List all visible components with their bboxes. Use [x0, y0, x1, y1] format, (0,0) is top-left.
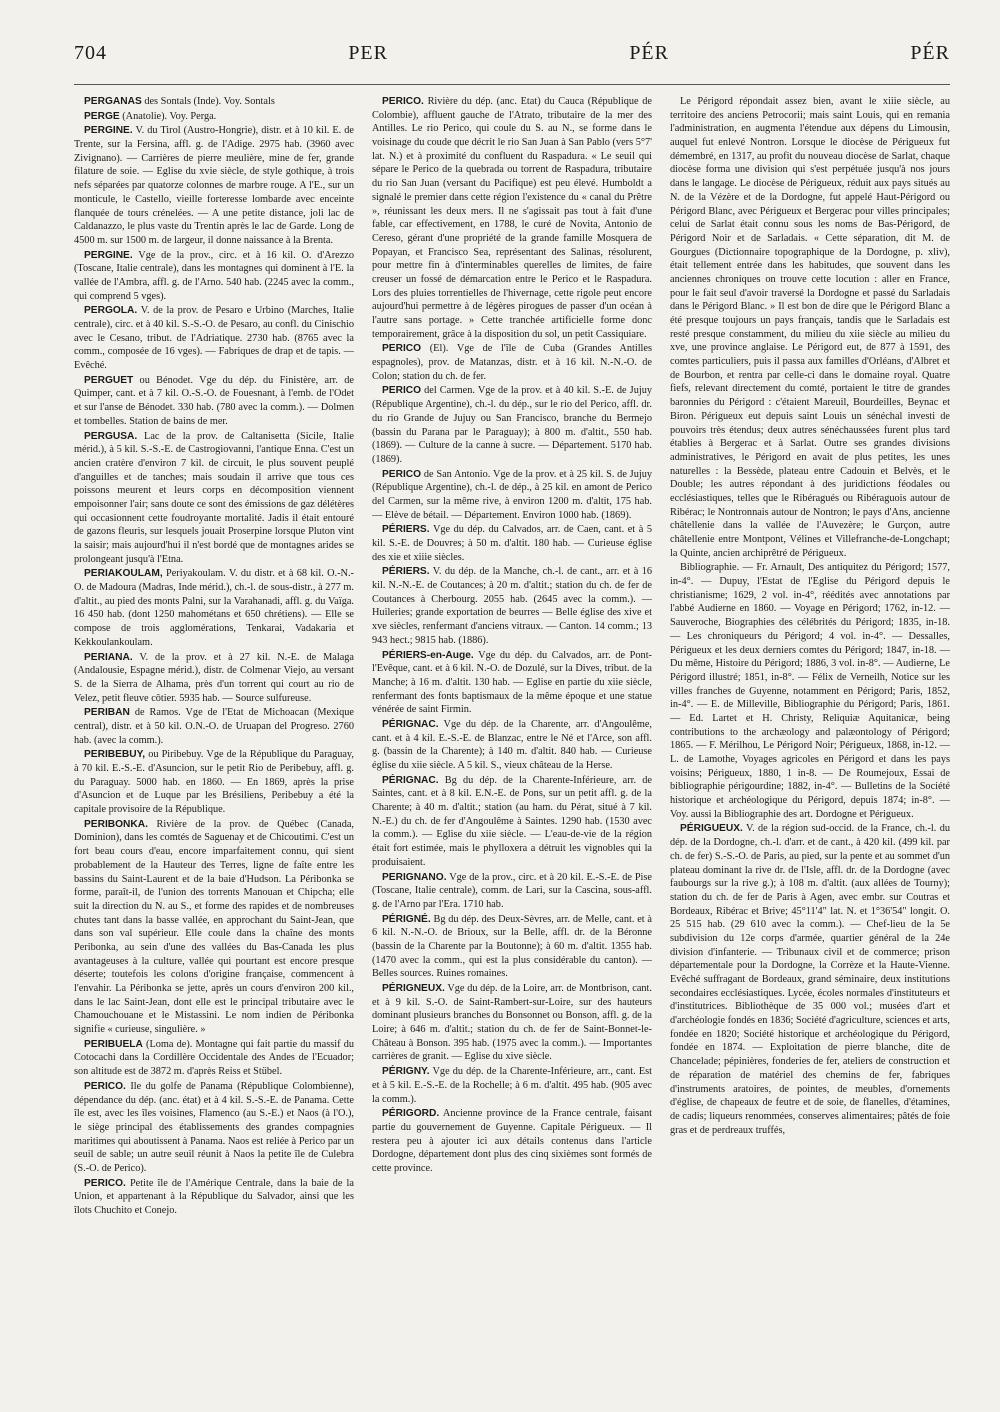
dictionary-entry: [74, 374, 354, 429]
entry-text: (Loma de). Montagne qui fait partie du massif du Cotocachi dans la Cordillère Occidentale des Andes de l'Ecuador; son altitude est de 3872 m. d'après Reiss et Stübel.: [74, 1038, 354, 1078]
entry-text: V. du Tirol (Austro-Hongrie), distr. et à 10 kil. E. de Trente, sur la Fersina, affl. g. de l'Adige. 2975 hab. (3960 avec Zivignano). — Carrières de pierre meulière, mine de fer, grande filature de soie. — Eglise du xvie siècle, de style gothique, à trois nefs séparées par quatorze colonnes de marbre rouge. A l'E., sur un monticule, le Castello, vieille forteresse lombarde avec enceinte flanquée de tours crénelées. — A une petite distance, joli lac de Caldanazzo, le plus vaste du Trentin après le lac de Garde. Long de 4500 m. sur 1500 m. de largeur, il donne naissance à la Brenta.: [74, 125, 354, 246]
dictionary-entry: [372, 1065, 652, 1106]
dictionary-entry: [372, 384, 652, 466]
entry-headword: PÉRIGNY.: [382, 1066, 430, 1078]
entry-headword: PÉRIERS-en-Auge.: [382, 649, 474, 661]
entry-text: de San Antonio. Vge de la prov. et à 25 kil. S. de Jujuy (République Argentine), ch.-l. de dép., à 25 kil. en amont de Perico del Carmen, sur la même rive, à environ 1200 m. d'altit, 175 hab. — Elève de bétail. — Département. Environ 1000 hab. (1869).: [372, 468, 652, 521]
entry-headword: PERIBUELA: [84, 1038, 143, 1050]
dictionary-entry: [372, 565, 652, 647]
entry-headword: PERGE: [84, 110, 120, 122]
entry-text: Ancienne province de la France centrale, faisant partie du gouvernement de Guyenne. Capitale Périgueux. — Il restera peu à ajouter ici aux détails contenus dans l'article Dordogne, département dont plus des cinq sixièmes sont formés de cette province.: [372, 1108, 652, 1174]
entry-headword: PERIBONKA.: [84, 818, 148, 830]
running-head-right: PÉR: [910, 42, 950, 64]
dictionary-entry: [372, 342, 652, 383]
entry-text: Le Périgord répondait assez bien, avant le xiiie siècle, au territoire des anciens Petrocorii; mais saint Louis, qui en remania l'administration, en augmenta l'étendue aux dépens du Limousin, auquel fut enlevé Nontron. Lorsque le diocèse de Périgueux fut démembré, en 1317, au profit du nouveau diocèse de Sarlat, chaque diocèse forma une division qui s'est perpétuée jusqu'à nos jours dans le langage. Le diocèse de Périgueux, réduit aux pays situés au N. de la Vézère et de la Dordogne, fut appelé Haut-Périgord ou Périgord Blanc, avec Périgueux et Bergerac pour villes principales; celui de Sarlat était connu sous les noms de Bas-Périgord, de Périgord Noir et de Sarladais. « Cette séparation, dit M. de Gourgues (Dictionnaire topographique de la Dordogne, p. xliv), était tellement entrée dans les habitudes, que souvent dans les anciennes chroniques on trouve cette locution : aller en France, pour le fait seul d'avoir traversé la Dordogne et passé du Sarladais dans le Périgord Blanc. » Il est bon de dire que le Périgord Blanc a été presque toujours un pays français, tandis que le Sarladais est resté presque constamment, du milieu du xiie siècle au milieu du xve, une province anglaise. Le Périgord eut, de 877 à 1591, des comtes particuliers, puis il passa aux familles d'Orléans, d'Albret et de Bourbon, et rentra par celle-ci dans le domaine royal. Quatre fiefs, relevant directement du comté, portaient le titre de grandes baronnies du Périgord : c'étaient Mareuil, Bourdeilles, Beynac et Biron. Périgueux eut depuis saint Louis un sénéchal investi de pouvoirs très étendus; deux autres sénéchaussées furent plus tard établies à Bergerac et à Sarlat. Outre ses grandes divisions administratives, le Périgord en avait de plus petites, les unes naturelles : la Bessède, plateau entre Cadouin et Belvès, et le Double; les autres répondant à des juridictions féodales ou ecclésiastiques, telles que le Ribéragués ou Ribéraguois autour de Ribérac; le Nontronnais autour de Nontron; le pays d'Ans, ancienne châtellenie dans la vallée de l'Auvezère; le Gurçon, autre châtellenie entre Montpont, Vélines et Villefranche-de-Longchapt; la Quinte, ancien archiprêtré de Périgueux.: [670, 96, 950, 559]
entry-headword: PERGUSA.: [84, 430, 138, 442]
entry-headword: PERGINE.: [84, 125, 133, 137]
dictionary-entry: [74, 1080, 354, 1176]
entry-text: del Carmen. Vge de la prov. et à 40 kil. S.-E. de Jujuy (République Argentine), ch.-l. du dép., sur le rio del Perico, affl. dr. du rio Grande de Jujuy ou San Francisco, branche du Bermejo (bassin du Parana par le Paraguay); à 800 m. d'altit., 550 hab. (1869). — Culture de la canne à sucre. — Département. 5170 hab. (1869).: [372, 385, 652, 465]
entry-text: Ile du golfe de Panama (République Colombienne), dépendance du dép. (anc. état) et à 4 kil. S.-S.-E. de Panama. Cette île est, avec les îles voisines, Flamenco (au S.-E.) et Naos (à l'O.), le siège principal des établissements des grandes compagnies maritimes qui aboutissent à Panama. Naos est reliée à Perico par un seuil de sable; un autre seuil réunit à Naos la petite île de Culebra (S.-O. de Perico).: [74, 1080, 354, 1174]
entry-text: Lac de la prov. de Caltanisetta (Sicile, Italie mérid.), à 5 kil. S.-S.-E. de Castrogiovanni, l'antique Enna. C'est un ancien cratère d'environ 7 kil. de circuit, le plus souvent peuplé d'anguilles et de tanches; mais soudain il arrive que tous ces poissons meurent et leurs corps en décomposition viennent empoisonner l'air; sans doute ce sont des émissions de gaz délétères qui occasionnent cette foudroyante mortalité. Jadis il était entouré de gazons fleuris, sur lesquels jouait Proserpine lorsque Pluton vint la saisir; mais aujourd'hui il n'est bordé que de montagnes arides se prolongeant jusqu'à l'Etna.: [74, 430, 354, 565]
page-header: [74, 42, 950, 80]
dictionary-entry: [74, 249, 354, 304]
entry-headword: PERGINE.: [84, 249, 133, 261]
running-head-left: PER: [348, 42, 388, 64]
dictionary-entry: [372, 774, 652, 870]
dictionary-entry: [372, 718, 652, 773]
entry-headword: PÉRIERS.: [382, 524, 430, 536]
entry-text: (El). Vge de l'île de Cuba (Grandes Antilles espagnoles), prov. de Matanzas, distr. et à 16 kil. N.-N.-O. de Colon; station du ch. de fer.: [372, 343, 652, 382]
entry-headword: PERICO.: [382, 96, 424, 107]
entry-text: ou Piribebuy. Vge de la République du Paraguay, à 70 kil. E.-S.-E. d'Asuncion, sur le petit Rio de Peribebuy, affl. g. du Paraguay. 5000 hab. en 1860. — En 1869, après la prise d'Asuncion et de Luque par les Brésiliens, Peribebuy a été la capitale provisoire de la République.: [74, 749, 354, 816]
entry-headword: PERICO: [382, 343, 422, 355]
entry-headword: PERICO.: [84, 1177, 126, 1189]
dictionary-entry: [74, 651, 354, 706]
entry-headword: PERICO: [382, 468, 422, 480]
entry-headword: PÉRIGORD.: [382, 1108, 440, 1120]
entry-headword: PERIAKOULAM,: [84, 568, 163, 580]
dictionary-entry: [670, 95, 950, 560]
header-rule: [74, 84, 950, 85]
dictionary-entry: [74, 567, 354, 649]
entry-text: V. de la prov. et à 27 kil. N.-E. de Malaga (Andalousie, Espagne mérid.), distr. de Colmenar Viejo, au versant S. de la Sierra de Alhama, près d'un torrent qui court au rio de Velez, petit fleuve côtier. 5935 hab. — Source sulfureuse.: [74, 651, 354, 704]
dictionary-entry: [670, 822, 950, 1137]
entry-headword: PERGANAS: [84, 96, 142, 107]
entry-text: Vge du dép. du Calvados, arr. de Caen, cant. et à 5 kil. S.-E. de Douvres; à 50 m. d'altit. 180 hab. — Curieuse église des xie et xiiie siècles.: [372, 524, 652, 563]
entry-text: Bg du dép. de la Charente-Inférieure, arr. de Saintes, cant. et à 8 kil. E.N.-E. de Pons, sur un petit affl. g. de la Charente; à 40 m. d'altit.; station (au ham. du Pérat, situé à 7 kil. N.-E.) du ch. de fer d'Angoulême à Saintes. 1290 hab. (1530 avec la comm.). — Eglise du xiie siècle. — L'eau-de-vie de la région était fort estimée, mais le phylloxera a détruit les vignobles qui la produisaient.: [372, 774, 652, 868]
dictionary-entry: [670, 561, 950, 821]
entry-text: (Anatolie). Voy. Perga.: [119, 110, 217, 122]
entry-headword: PERIBAN: [84, 707, 130, 719]
dictionary-entry: [74, 748, 354, 816]
entry-headword: PÉRIGUEUX.: [680, 823, 743, 835]
dictionary-entry: [372, 871, 652, 912]
entry-headword: PERICO: [382, 385, 422, 397]
entry-headword: PERIANA.: [84, 651, 133, 663]
entry-headword: PERICO.: [84, 1080, 126, 1092]
dictionary-entry: [74, 430, 354, 567]
dictionary-entry: [372, 523, 652, 564]
entry-text: Rivière de la prov. de Québec (Canada, Dominion), dans les comtés de Saguenay et de Chicoutimi. C'est un fort beau cours d'eau, encore imparfaitement connu, qui sient probablement de la Hauteur des Terres, ligne de faîte entre les bassins du Saint-Laurent et de la baie d'Hudson. La Péribonka se forme, paraît-il, de l'union des torrents Manouan et Chipcha; elle suit la direction du N. au S., et forme des rapides et de nombreuses chutes tant dans la basse vallée, en approchant du Saint-Jean, que dans son val supérieur. Elle coule dans la chaîne des monts Peribonka, au sein d'une des vallées du Bas-Canada les plus avantageuses à la culture, vallée qui pourtant est encore presque déserte; toutefois les colons d'origine française, commencent à l'envahir. La Péribonka se jette, après un cours d'environ 200 kil., dans le lac Saint-Jean, dont elle est le principal tributaire avec le Chamouchouane et le Mistassini. Le nom indien de Péribonka signifie « curieuse, singulière. »: [74, 818, 354, 1036]
dictionary-entry: [74, 818, 354, 1037]
entry-headword: PÉRIGNAC.: [382, 774, 439, 786]
dictionary-entry: [74, 706, 354, 747]
entry-text: Vge de la prov., circ. et à 16 kil. O. d'Arezzo (Toscane, Italie centrale), dans les montagnes qui dominent à l'E. la vallée de l'Ambra, affl. g. de l'Arno. 540 hab. (2245 avec la comm., qui comprend 5 vges).: [74, 249, 354, 302]
dictionary-entry: [74, 304, 354, 372]
dictionary-entry: [74, 1038, 354, 1079]
entry-text: Vge du dép. de la Charente, arr. d'Angoulême, cant. et à 4 kil. E.-S.-E. de Blanzac, entre le Né et l'Arce, son affl. g. (bassin de la Charente); à 140 m. d'altit. 840 hab. — Curieuse église du xiie siècle. A 5 kil. S., vieux château de la Herse.: [372, 718, 652, 771]
entry-text: Periyakoulam. V. du distr. et à 68 kil. O.-N.-O. de Madoura (Madras, Inde mérid.), ch.-l. de sous-distr., à 277 m. d'altit., au pied des monts Palni, sur la Varahanadi, affl. g. du Vaïga. 16 450 hab. (dont 1250 mahométans et 650 chrétiens). — Elle se compose de trois agglomérations, Tenkarai, Vadakaria et Kekkoulankoulam.: [74, 568, 354, 648]
entry-text: V. du dép. de la Manche, ch.-l. de cant., arr. et à 16 kil. N.-N.-E. de Coutances; à 20 m. d'altit.; station du ch. de fer de Coutances à Cherbourg. 2055 hab. (2645 avec la comm.). — Huileries; grande exportation de beurres — Belle église des xive et xve siècles, renfermant d'anciens vitraux. — Canton. 14 comm.; 13 943 hect.; 9815 hab. (1886).: [372, 566, 652, 646]
dictionary-entry: [74, 110, 354, 124]
entry-headword: PERIGNANO.: [382, 871, 447, 883]
dictionary-entry: [74, 124, 354, 247]
entry-text: de Ramos. Vge de l'Etat de Michoacan (Mexique central), distr. et à 50 kil. O.N.-O. de Uruapan del Progreso. 2760 hab. (avec la comm.).: [74, 707, 354, 746]
entry-text: Vge de la prov., circ. et à 20 kil. E.-S.-E. de Pise (Toscane, Italie centrale), comm. de Lari, sur la Cascina, sous-affl. g. de l'Arno par l'Era. 1710 hab.: [372, 871, 652, 910]
entry-headword: PERGUET: [84, 374, 134, 386]
text-columns: [74, 95, 950, 1385]
column-middle: [372, 95, 652, 1385]
entry-text: Bibliographie. — Fr. Arnault, Des antiquitez du Périgord; 1577, in-4°. — Dupuy, l'Estat de l'Eglise du Périgord depuis le christianisme; 1629, 2 vol. in-4°, réédités avec annotations par l'abbé Audierne en 1860. — Voyage en Périgord; 1762, in-12. — Sauveroche, Biographies des célébrités du Périgord; 1835, in-18. — Les chroniqueurs du Périgord; 4 vol. in-4°. — Dessalles, Périgueux et les deux derniers comtes du Périgord; 1847, in-18. — Du même, Histoire du Périgord; 1886, 3 vol. in-8°. — Audierne, Le Périgord illustré; 1851, in-8°. — Félix de Verneilh, Notice sur les villes franches de Guyenne, notamment en Périgord; Paris, 1852, in-4°. — E. de Milleville, Bibliographie du Périgord; Paris, 1861. — Ed. Lartet et H. Christy, Reliquiæ Aquitanicæ, being contributions to the archæology and palæontology of Périgord; 1865. — F. Mérilhou, Le Périgord Noir; Périgueux, 1868, in-12. — L. de Lamothe, Voyages agricoles en Périgord et dans les pays voisins; Périgueux, 1880, 1 in-8. — De Roumejoux, Essai de bibliographie périgourdine; 1882, in-4°. — Bulletins de la Société historique et archéologique du Périgord, depuis 1874; in-8°. — Voy. aussi la Bibliographie des art. Dordogne et Périgueux.: [670, 562, 950, 820]
entry-text: Vge du dép. du Calvados, arr. de Pont-l'Evêque, cant. et à 6 kil. N.-O. de Dozulé, sur la Dives, tribut. de la Manche; à 16 m. d'altit. 130 hab. — Eglise en partie du xiie siècle, renfermant des fonts baptismaux de la même époque et une statue vénérée de saint Firmin.: [372, 649, 652, 716]
entry-headword: PÉRIGNÉ.: [382, 913, 431, 925]
entry-text: V. de la prov. de Pesaro e Urbino (Marches, Italie centrale), circ. et à 40 kil. S.-S.-O. de Pesaro, au confl. du Cinischio avec le Cesano, tribut. de l'Adriatique. 2730 hab. (8765 avec la comm., composée de 16 vges). — Fabriques de drap et de tapis. — Evêché.: [74, 305, 354, 372]
dictionary-entry: [372, 1107, 652, 1175]
entry-headword: PÉRIERS.: [382, 566, 430, 578]
entry-headword: PERIBEBUY,: [84, 749, 146, 761]
entry-text: Vge du dép. de la Charente-Inférieure, arr., cant. Est et à 5 kil. E.-S.-E. de la Rochelle; à 6 m. d'altit. 495 hab. (905 avec la comm.).: [372, 1066, 652, 1105]
entry-text: ou Bénodet. Vge du dép. du Finistère, arr. de Quimper, cant. et à 7 kil. O.-S.-O. de Fouesnant, à l'emb. de l'Odet et sur l'anse de Bénodet. 330 hab. (780 avec la comm.). — Dolmen et tombelles. Station de bains de mer.: [74, 374, 354, 427]
dictionary-entry: [372, 982, 652, 1064]
dictionary-entry: [74, 1177, 354, 1218]
entry-text: des Sontals (Inde). Voy. Sontals: [141, 96, 275, 107]
entry-text: Vge du dép. de la Loire, arr. de Montbrison, cant. et à 9 kil. S.-O. de Saint-Rambert-sur-Loire, sur des hauteurs dominant plusieurs branches du Bonsonnet ou Bonson, affl. g. de la Loire; à 646 m. d'altit.; station du ch. de fer de Saint-Bonnet-le-Château à Bonson. 395 hab. (1975 avec la comm.). — Importantes carrières de granit. — Eglise du xive siècle.: [372, 983, 652, 1063]
dictionary-entry: [372, 468, 652, 523]
dictionary-entry: [372, 913, 652, 981]
entry-text: V. de la région sud-occid. de la France, ch.-l. du dép. de la Dordogne, ch.-l. d'arr. et de cant., à 420 kil. (499 kil. par ch. de fer) S.-S.-O. de Paris, au pied, sur la pente et au sommet d'un plateau dominant la rive dr. de l'Isle, affl. dr. de la Dordogne (avec faubourgs sur la rive g.); à 108 m. d'altit. (aux allées de Tourny); station du ch. de fer de Paris à Agen, avec embr. sur Coutras et Bordeaux, Ribérac et Brive; 45°11'4" lat. N. et 1°36'54" longit. O. 25 515 hab. (29 610 avec la comm.). — Chef-lieu de la 5e subdivision du 12e corps d'armée, quartier général de la 24e division d'infanterie. — Tribunaux civil et de commerce; prison départementale pour la Dordogne, la Corrèze et la Haute-Vienne. Evêché suffragant de Bordeaux, grand séminaire, deux institutions secondaires ecclésiastiques. Lycée, écoles normales d'instituteurs et d'institutrices. Bibliothèque de 35 000 vol.; musées d'art et d'archéologie fondés en 1836; Société d'agriculture, sciences et arts, fondée en 1820; Société historique et archéologique du Périgord, fondée en 1874. — Exploitation de pierre blanche, dite de Chancelade; pépinières, fonderies de fer, ateliers de construction et de réparation de matériel des chemins de fer, fabriques d'instruments aratoires, de pointes, de meubles, d'ornements d'église, de chapeaux de feutre et de soie, de flanelles, d'étamines, de cadis; liqueurs renommées, conserves alimentaires; pâtés de foie gras et de perdreaux truffés,: [670, 823, 950, 1136]
dictionary-entry: [372, 649, 652, 717]
entry-headword: PÉRIGNEUX.: [382, 983, 445, 994]
running-head-center: PÉR: [629, 42, 669, 64]
column-right: [670, 95, 950, 1385]
entry-headword: PÉRIGNAC.: [382, 718, 439, 730]
dictionary-entry: [372, 95, 652, 341]
entry-text: Bg du dép. des Deux-Sèvres, arr. de Melle, cant. et à 6 kil. N.-N.-O. de Brioux, sur la Belle, affl. dr. de la Béronne (bassin de la Charente par la Boutonne); à 60 m. d'altit. 1355 hab. (1470 avec la comm., qui est la plus considérable du canton). — Belles sources. Ruines romaines.: [372, 913, 652, 980]
page-number: 704: [74, 42, 107, 64]
entry-text: Petite île de l'Amérique Centrale, dans la baie de la Union, et appartenant à la République du Salvador, ainsi que les îlots Chuchito et Conejo.: [74, 1177, 354, 1216]
column-left: [74, 95, 354, 1385]
dictionary-entry: [74, 95, 354, 109]
entry-headword: PERGOLA.: [84, 305, 138, 317]
entry-text: Rivière du dép. (anc. Etat) du Cauca (République de Colombie), affluent gauche de l'Atrato, tributaire de la mer des Antilles. Le rio Perico, qui coule du S. au N., se forme dans le voisinage du coude que décrit le rio San Juan à San Pablo (vers 5°7' lat. N.) et à proximité du confluent du Raspadura. « Le seuil qui sépare le Perico de la quebrada ou torrent de Raspadura, tributaire du rio San Juan (versant du Pacifique) est peu élevé. Humboldt a signalé le premier dans cette région l'existence du « canal du Prêtre », réunissant les deux mers. Il ne s'agissait pas tout à fait d'une fable, car effectivement, en 1788, le curé de Novita, Antonio de Cereso, gérant d'une propriété de la grande famille Mosquera de Popayan, et Francisco Sea, représentant des Salinas, résolurent, pour mettre fin à d'interminables querelles de limites, de faire creuser un fossé de démarcation entre le Perico et le Raspadura. Lors des pluies torrentielles de l'hivernage, cette rigole peut encore aujourd'hui permettre à de légères pirogues de passer d'un océan à l'autre sans portage. » Cette tranchée artificielle forme donc temporairement, grâce à la disposition du sol, un petit Cassiquiare.: [372, 96, 652, 340]
